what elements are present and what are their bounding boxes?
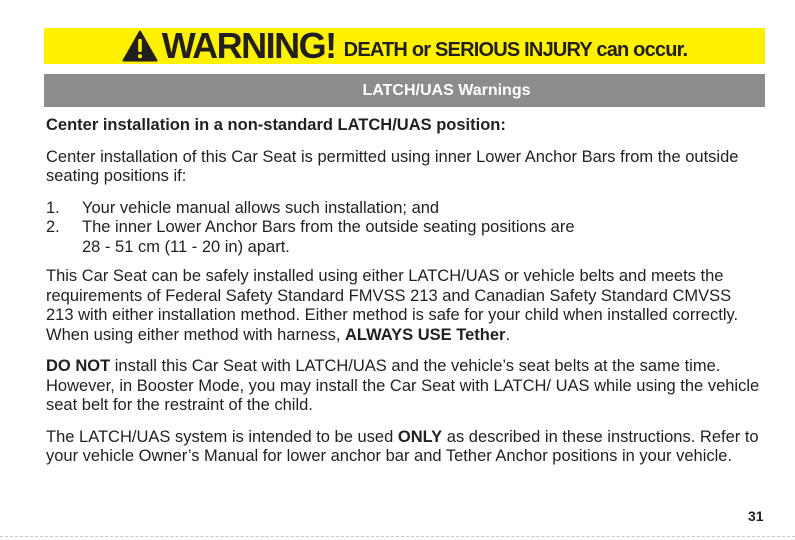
list-item-text (82, 218, 575, 257)
latch-usage-text-end: as described in these instructions. Refer to your vehicle Owner’s Manual for lower anchor bar and Tether Anchor positions in your vehicle. (46, 427, 759, 465)
do-not-emphasis: DO NOT (46, 357, 111, 375)
latch-usage-paragraph (46, 428, 762, 467)
list-item (46, 218, 762, 257)
list-item (46, 199, 762, 219)
list-item-text-line2: 28 - 51 cm (11 - 20 in) apart. (82, 237, 290, 256)
do-not-paragraph (46, 357, 762, 416)
content-heading: Center installation in a non-standard LATCH/UAS position: (46, 116, 506, 134)
installation-end: . (505, 325, 511, 344)
do-not-text: install this Car Seat with LATCH/UAS and the vehicle’s seat belts at the same time. However, in Booster Mode, you may install the Car Seat with LATCH/ UAS while using the vehicle seat belt for the restraint of the child. (46, 357, 760, 414)
latch-usage-text: The LATCH/UAS system is intended to be used (46, 427, 398, 446)
list-item-text-line1: The inner Lower Anchor Bars from the outside seating positions are (82, 218, 575, 236)
list-item-text: Your vehicle manual allows such installation; and (82, 198, 440, 217)
intro-paragraph: Center installation of this Car Seat is permitted using inner Lower Anchor Bars from the outside seating positions if: (46, 147, 739, 185)
exclamation-triangle-icon (122, 30, 158, 62)
warning-subline: DEATH or SERIOUS INJURY can occur. (343, 39, 688, 61)
installation-text: This Car Seat can be safely installed using either LATCH/UAS or vehicle belts and meets the requirements of Federal Safety Standard FMVSS 213 and Canadian Safety Standard CMVSS 213 with either installation method. Either method is safe for your child when installed correctly. When using either method with harness, (46, 267, 739, 344)
warning-banner (44, 28, 765, 64)
page-number: 31 (748, 508, 764, 524)
section-header (44, 74, 765, 107)
conditions-list (46, 199, 762, 258)
list-item-number: 2. (46, 218, 60, 236)
tether-emphasis: ALWAYS USE Tether (345, 325, 506, 344)
installation-paragraph (46, 267, 762, 345)
warning-headline: WARNING! (161, 28, 336, 64)
list-item-number: 1. (46, 198, 60, 217)
section-title: LATCH/UAS Warnings (362, 81, 531, 99)
only-emphasis: ONLY (397, 427, 443, 446)
page-cut-line (0, 536, 795, 537)
document-body (46, 116, 762, 467)
